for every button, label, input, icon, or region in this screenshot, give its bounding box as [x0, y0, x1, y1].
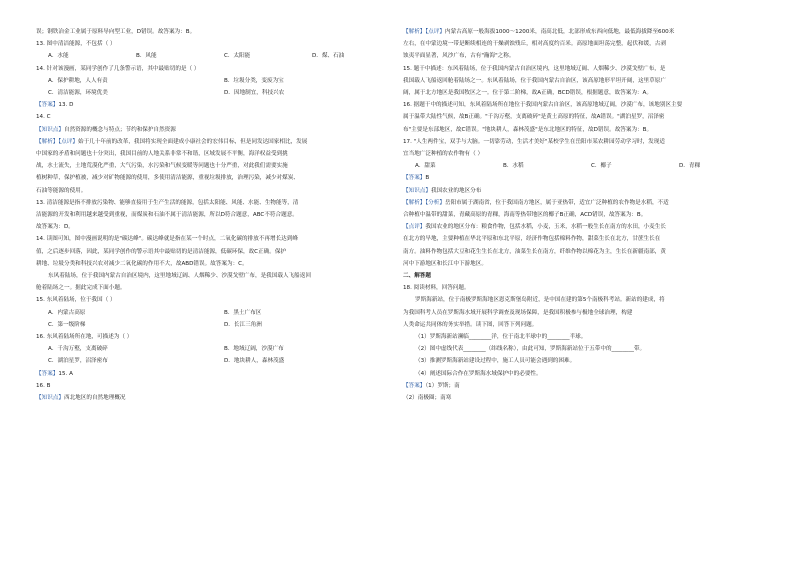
question-16-options-row2: [36, 355, 396, 367]
question-13-stem: 13. 图中清洁能源，不包括（ ）: [36, 41, 116, 48]
answer-13: 13. D: [58, 102, 74, 109]
answer-18-1: （1）罗斯；南: [425, 382, 460, 389]
option-a: A．水能: [48, 53, 69, 60]
question-14-options-row1: [36, 75, 396, 87]
option-a: A．保护耕地，人人有责: [48, 77, 108, 84]
sub-question-4: （4）阐述国际合作在罗斯海水域保护中的必要性。: [415, 370, 542, 377]
knowledge-point-text: 我国农业的地区分布: [430, 187, 482, 194]
analysis-text: 16. 据题干中的描述可知，东风着陆场所在地位于我国内蒙古自治区，该高原地域辽阔，沙漠广布，该地别区主要: [403, 102, 683, 109]
option-a: A．内蒙古高原: [48, 309, 86, 316]
answer-14: 14. C: [36, 114, 51, 121]
question-13-options: [36, 50, 396, 62]
analysis-text: 植树种草，保护植被，减少对矿物能源的使用，多使用清洁能源，重视垃圾排放，治理污染，减少对煤炭、: [36, 175, 299, 182]
analysis-text: 洁能源的开发和利用越来越受到重视，而煤炭和石油不属于清洁能源，所以D符合题意，ABC不符合题意。: [36, 212, 298, 219]
analysis-label: 【解析】: [403, 29, 426, 35]
analysis-text: 战，水土流失，土地荒漠化严重，大气污染，水污染和气候变暖等问题也十分严重，对此我们需要实施: [36, 163, 288, 170]
option-c: C．椰子: [591, 163, 612, 170]
option-d: D．青稞: [679, 163, 701, 170]
question-15-stem: 15. 东风着陆场，位于我国（ ）: [36, 297, 116, 304]
option-d: D．地块耕人，森林茂盛: [224, 358, 285, 365]
answer-label: 【答案】: [403, 382, 426, 389]
analysis-text: 左右，在中蒙边境一带是断续相连的干燥剥蚀残丘，相对高度约百米。高原地面坦荡完整，起伏和缓，古剥: [403, 41, 666, 48]
comment-text: 河中下游地区和长江中下游地区。: [403, 260, 487, 267]
analysis-text: 故答案为：D。: [36, 224, 74, 231]
knowledge-point-text: 自然资源的概念与特点；节约和保护自然资源: [63, 126, 176, 133]
option-c: C．湖泊星罗，沼泽密布: [48, 358, 108, 365]
analysis-text: 合种植中温带的甜菜，青藏高原的青稞，海南等热带地区的椰子B正确，ACD错误，故答案为：B。: [403, 212, 647, 219]
analysis-text: 14. 读图可知，图中漫画说明的是"碳达峰"。碳达峰就是指在某一个时点，二氧化碳的排放不再增长达到峰: [36, 236, 298, 243]
option-b: B．地域辽阔，沙漠广布: [224, 346, 284, 353]
analysis-text: 中国家的矛盾和问题也十分突出，我国目前的人地关系非常不和谐，区域发展不平衡，海洋权益受到挑: [36, 151, 288, 158]
knowledge-point-label: 【知识点】: [36, 126, 64, 133]
comment-text: 在北方的旱地，主要种植在华北平原和东北平原，经济作物包括棉料作物，甜菜生长在北方，甘蔗生长在: [403, 236, 661, 243]
analysis-text: 蚀夷平面显著，风沙广布，古有"瀚海"之称。: [403, 53, 515, 60]
question-17-stem-cont: 宜当地广泛种植的农作物有（ ）: [403, 151, 484, 158]
comment-text: 我国农业的地区分布：粮食作物，包括水稻，小麦，玉米，水稻一般生长在南方的水田，小麦生长: [425, 224, 666, 231]
comment-label: 【点评】: [58, 138, 78, 145]
question-17-options: [403, 160, 763, 172]
answer-line: [36, 368, 396, 380]
analysis-line: [403, 26, 763, 38]
analysis-text: 我国载人飞船返回舱着陆场之一。东风着陆场，位于我国内蒙古自治区，该高原地形平坦开阔，这里草原广: [403, 77, 666, 84]
analysis-line: [36, 136, 396, 148]
option-b: B．风能: [136, 53, 157, 60]
knowledge-point-label: 【知识点】: [403, 187, 431, 194]
material-text: 舱着陆场之一。据此完成下面小题。: [36, 285, 126, 292]
analysis-line: [403, 197, 763, 209]
material-text: 罗斯海新站，位于南极罗斯海地区恩克斯堡岛附近，是中国在建的第5个南极科考站。新站的建成，将: [415, 297, 665, 304]
comment-line: [403, 221, 763, 233]
right-column: [403, 26, 763, 404]
option-d: D．因地制宜，科技兴农: [224, 90, 285, 97]
knowledge-point-line: [36, 392, 396, 404]
answer-line: [36, 99, 396, 111]
comment-label: 【点评】: [403, 224, 426, 231]
question-17-stem: 17. "人生两件宝，双手与大脑。一切靠劳动，生活才美好"某校学生在岳阳市某农耕园劳动学习时，发现适: [403, 138, 665, 145]
question-14-options-row2: [36, 87, 396, 99]
left-column: [36, 26, 396, 404]
analysis-text: 属于温带大陆性气候，故B正确。"千沟万壑，支离破碎"是黄土高原的特征，故A错误。"湖泊星罗，沼泽密: [403, 114, 665, 121]
analysis-text: 布"主要是东部地区，故C错误。"地块耕人，森林茂盛"是东北地区的特征，故D错误。故答案为：B。: [403, 126, 653, 133]
analysis-text: 15. 题干中描述：东风着陆场，位于我国内蒙古自治区境内，这里地域辽阔、人烟稀少、沙漠戈壁广布，是: [403, 65, 666, 72]
text-line: 误；钢铁冶金工业属于原料导向型工业，D错误。故答案为：B。: [36, 29, 196, 35]
option-d: D．长江三角洲: [224, 321, 262, 328]
analysis-text: 始于几十年前的改革，我国将实现全面建成小康社会的宏伟目标，但是同发达国家相比，发展: [77, 138, 308, 145]
question-16-options-row1: [36, 343, 396, 355]
analysis-text: 内蒙古高原一般海拔1000～1200米，南高北低，北部形成东西向低地，最低海拔降至600米: [444, 29, 675, 35]
analysis-text: 岳阳市属于湖南省，位于我国南方地区，属于亚热带，适宜广泛种植的农作物是水稻，不适: [444, 199, 669, 206]
answer-label: 【答案】: [36, 370, 59, 377]
sub-question-1: （1）罗斯海新站濒临________洋，位于南北半球中的________半球。: [415, 334, 587, 341]
comment-label: 【点评】: [425, 29, 445, 35]
knowledge-point-line: [403, 185, 763, 197]
answer-line: [403, 380, 763, 392]
material-text: 人类命运共同体的务实举措。读下图，回答下列问题。: [403, 321, 538, 328]
knowledge-point-line: [36, 124, 396, 136]
answer-label: 【答案】: [36, 102, 59, 109]
option-b: B．垃圾分类，变废为宝: [224, 77, 284, 84]
question-15-options-row1: [36, 307, 396, 319]
comment-text: 南方。油料作物包括大豆和花生生长在北方，油菜生长在南方，纤维作物以棉花为主，生长在新疆南部，黄: [403, 248, 666, 255]
analysis-text: 阔，属于北方地区是我国牧区之一。位于第二阶梯，故A正确，BCD错误，根据题意，故答案为：A。: [403, 90, 652, 97]
option-c: C．太阳能: [224, 53, 251, 60]
analysis-label: 【解析】: [403, 199, 426, 206]
fenxi-label: 【分析】: [425, 199, 445, 206]
option-a: A．甜菜: [415, 163, 436, 170]
analysis-text: 耕地、垃圾分类和科技兴农对减少二氧化碳的作用不大，故ABD错误。故答案为：C。: [36, 260, 248, 267]
option-c: C．第一级阶梯: [48, 321, 86, 328]
question-15-options-row2: [36, 319, 396, 331]
sub-question-3: （3）推测罗斯海新站建设过程中，施工人员可能会遇到的困难。: [415, 358, 576, 365]
option-b: B．水稻: [503, 163, 524, 170]
option-c: C．清洁能源，环境优美: [48, 90, 108, 97]
knowledge-point-label: 【知识点】: [36, 395, 64, 402]
answer-17: B: [425, 175, 430, 182]
analysis-text: 值，之后逐步回落，因此，某同学创作的警示语其中最贴切的是清洁能源，低碳环保，故C正确。保护: [36, 248, 287, 255]
answer-18-2: （2）南极圈；南寒: [403, 395, 452, 402]
material-text: 东风着陆场，位于我国内蒙古自治区境内，这里地域辽阔、人烟稀少、沙漠戈壁广布，是我国载人飞船返回: [48, 273, 311, 280]
question-18-stem: 18. 阅读材料，回答问题。: [403, 285, 470, 292]
answer-15: 15. A: [58, 370, 73, 377]
sub-question-2: （2）图中虚线代表________（纬线名称），由此可知，罗斯海新站位于五带中的________带。: [415, 346, 646, 353]
option-a: A．千沟万壑，支离破碎: [48, 346, 108, 353]
answer-label: 【答案】: [403, 175, 426, 182]
analysis-text: 石油等能源的使用。: [36, 187, 87, 194]
question-16-stem: 16. 东风着陆场所在地，可描述为（ ）: [36, 334, 133, 341]
option-d: D．煤、石油: [312, 53, 345, 60]
question-14-stem: 14. 针对该漫画，某同学创作了几条警示语，其中最贴切的是（ ）: [36, 65, 200, 72]
analysis-label: 【解析】: [36, 138, 59, 145]
knowledge-point-text: 西北地区的自然地理概况: [63, 395, 126, 402]
option-b: B．黑土广布区: [224, 309, 262, 316]
answer-16: 16. B: [36, 382, 51, 389]
analysis-text: 13. 清洁能源是指不排放污染物、能够直接用于生产生活的能源，包括太阳能、风能、水能、生物能等，清: [36, 199, 299, 206]
answer-line: [403, 172, 763, 184]
section-heading: 二、解答题: [403, 273, 431, 280]
material-text: 为我国科考人员在罗斯海水域开展科学调查及现场保障，是我国积极参与极地全球治理，构建: [403, 309, 633, 316]
